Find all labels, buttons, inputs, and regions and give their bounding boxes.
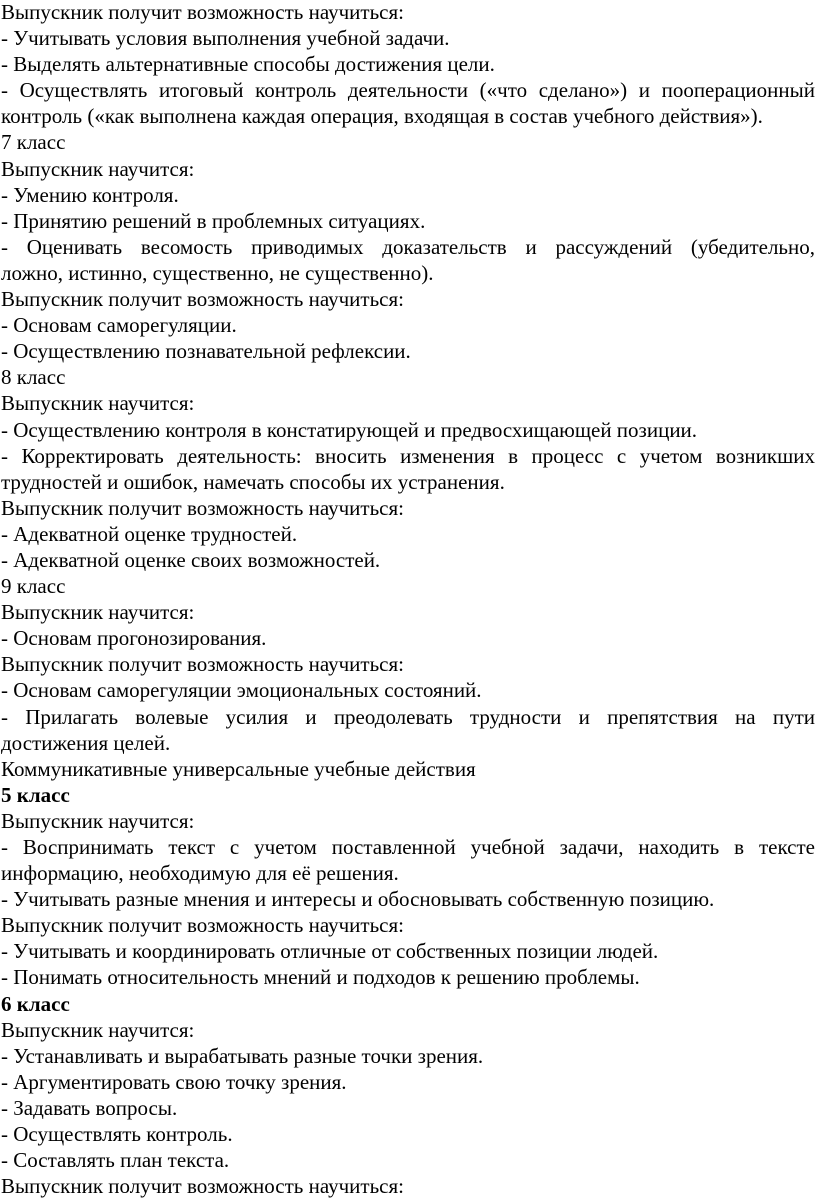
text-line: - Воспринимать текст с учетом поставленной учебной задачи, находить в тексте bbox=[1, 835, 815, 859]
text-line: Выпускник научится: bbox=[1, 391, 195, 416]
text-line: достижения целей. bbox=[1, 730, 171, 755]
text-line: - Аргументировать свою точку зрения. bbox=[1, 1069, 347, 1094]
text-line: - Основам саморегуляции. bbox=[1, 313, 237, 338]
text-line: - Корректировать деятельность: вносить изменения в процесс с учетом возникших bbox=[1, 443, 815, 468]
text-line: - Оценивать весомость приводимых доказательств и рассуждений (убедительно, bbox=[1, 234, 815, 259]
text-line: - Понимать относительность мнений и подходов к решению проблемы. bbox=[1, 965, 640, 990]
text-line: ложно, истинно, существенно, не существенно). bbox=[1, 260, 434, 285]
text-line: - Учитывать условия выполнения учебной задачи. bbox=[1, 26, 450, 51]
text-line: - Устанавливать и вырабатывать разные точки зрения. bbox=[1, 1043, 484, 1068]
text-line: - Прилагать волевые усилия и преодолевать трудности и препятствия на пути bbox=[1, 704, 815, 729]
text-line: - Задавать вопросы. bbox=[1, 1095, 178, 1120]
text-line: - Принятию решений в проблемных ситуациях. bbox=[1, 208, 426, 233]
text-line: Выпускник получит возможность научиться: bbox=[1, 913, 404, 938]
section-title-communicative: Коммуникативные универсальные учебные действия bbox=[1, 756, 476, 781]
document-page bbox=[1, 0, 815, 1199]
text-line: - Основам саморегуляции эмоциональных состояний. bbox=[1, 678, 482, 703]
text-line: - Осуществлять контроль. bbox=[1, 1122, 233, 1147]
section-heading-grade-8: 8 класс bbox=[1, 365, 66, 390]
text-line: информацию, необходимую для её решения. bbox=[1, 861, 399, 886]
text-line: - Составлять план текста. bbox=[1, 1148, 230, 1173]
section-heading-grade-6: 6 класс bbox=[1, 991, 70, 1016]
text-line: - Осуществлять итоговый контроль деятельности («что сделано») и пооперационный bbox=[1, 78, 815, 103]
text-line: - Основам прогонозирования. bbox=[1, 626, 267, 651]
text-line: - Адекватной оценке трудностей. bbox=[1, 521, 298, 546]
text-line: Выпускник научится: bbox=[1, 808, 195, 833]
section-heading-grade-7: 7 класс bbox=[1, 130, 66, 155]
text-line: - Осуществлению контроля в констатирующей и предвосхищающей позиции. bbox=[1, 417, 698, 442]
text-line: Выпускник получит возможность научиться: bbox=[1, 652, 404, 677]
text-line: - Выделять альтернативные способы достижения цели. bbox=[1, 52, 495, 77]
text-line: - Осуществлению познавательной рефлексии. bbox=[1, 339, 411, 364]
text-line: Выпускник научится: bbox=[1, 1017, 195, 1042]
text-line: Выпускник получит возможность научиться: bbox=[1, 287, 404, 312]
text-line: Выпускник получит возможность научиться: bbox=[1, 1174, 404, 1199]
text-line: - Учитывать разные мнения и интересы и обосновывать собственную позицию. bbox=[1, 887, 715, 912]
text-line: Выпускник получит возможность научиться: bbox=[1, 495, 404, 520]
text-line: - Умению контроля. bbox=[1, 182, 179, 207]
text-line: контроль («как выполнена каждая операция, входящая в состав учебного действия»). bbox=[1, 104, 763, 129]
section-heading-grade-5: 5 класс bbox=[1, 782, 70, 807]
text-line: Выпускник получит возможность научиться: bbox=[1, 0, 404, 24]
text-line: трудностей и ошибок, намечать способы их устранения. bbox=[1, 469, 505, 494]
text-line: - Адекватной оценке своих возможностей. bbox=[1, 547, 381, 572]
text-line: Выпускник научится: bbox=[1, 156, 195, 181]
text-line: Выпускник научится: bbox=[1, 600, 195, 625]
section-heading-grade-9: 9 класс bbox=[1, 574, 66, 599]
text-line: - Учитывать и координировать отличные от собственных позиции людей. bbox=[1, 939, 659, 964]
